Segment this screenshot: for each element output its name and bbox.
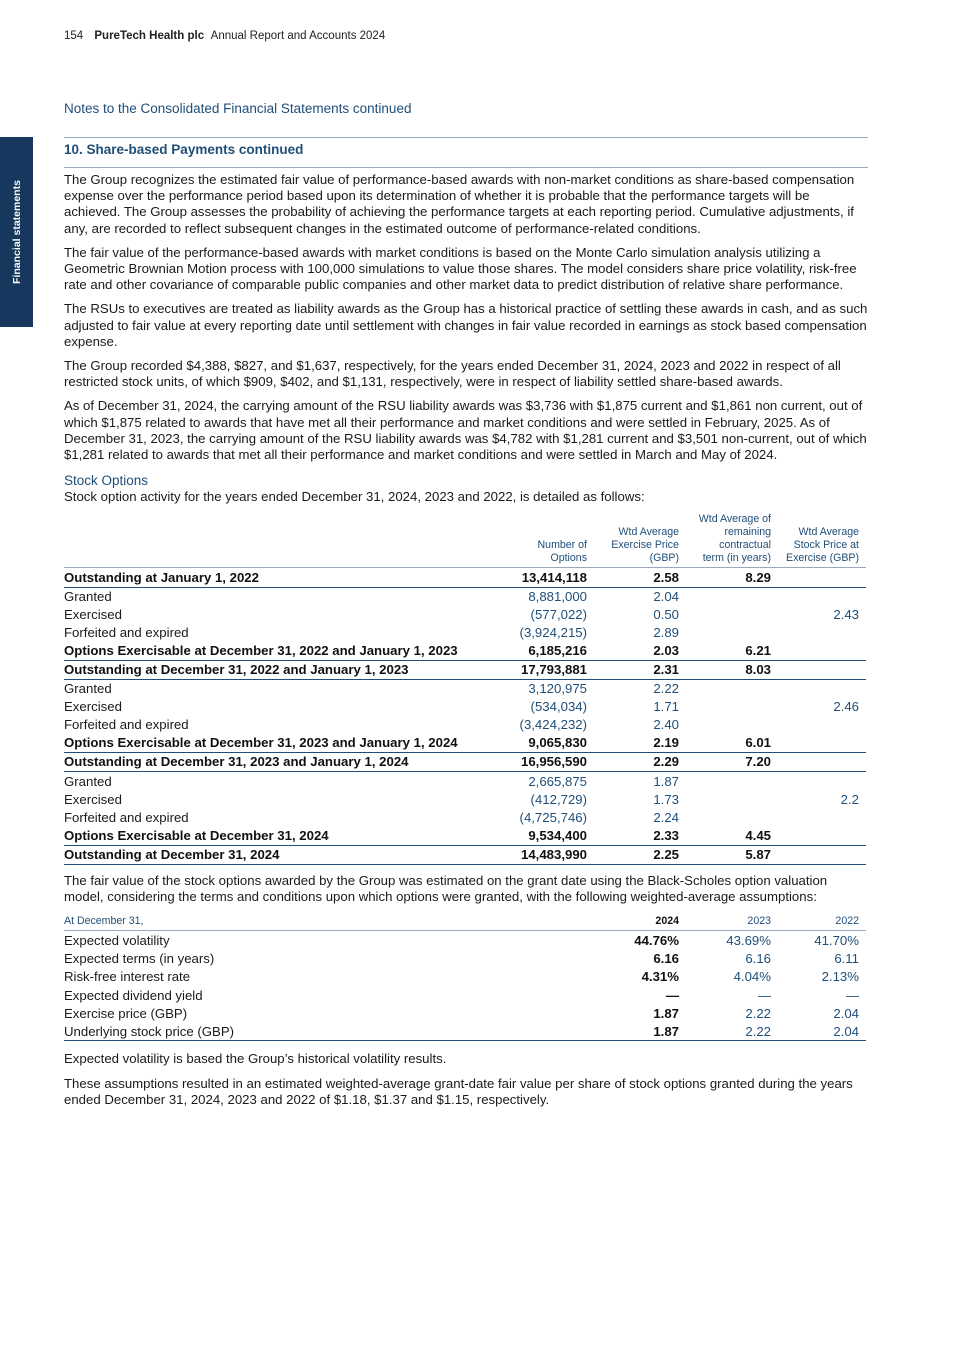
closing-paragraph: Expected volatility is based the Group’s historical volatility results. (64, 1051, 447, 1067)
table-row: Exercised (412,729) 1.73 2.2 (64, 791, 859, 807)
section-side-tab (0, 137, 33, 327)
paragraph: The Group recorded $4,388, $827, and $1,637, respectively, for the years ended December 31, 2024, 2023 and 2022 in respect of all restricted stock units, of which $909, $402, and $1,131, respectively, were in respect of liability settled share-based awards. (64, 358, 841, 390)
header-number-of-options: Number of Options (494, 513, 594, 568)
table-row: Outstanding at January 1, 2022 13,414,118 2.58 8.29 (64, 568, 866, 587)
header-year-2023: 2023 (686, 915, 778, 931)
table-row: Exercised (577,022) 0.50 2.43 (64, 606, 859, 622)
page-header (64, 30, 385, 42)
table-row: Outstanding at December 31, 2023 and January 1, 2024 16,956,590 2.29 7.20 (64, 753, 866, 772)
table-row: Options Exercisable at December 31, 2023 and January 1, 2024 9,065,830 2.19 6.01 (64, 734, 866, 753)
table-header-row (64, 915, 866, 931)
header-year-2022: 2022 (778, 915, 866, 931)
closing-paragraph: These assumptions resulted in an estimated weighted-average grant-date fair value per share of stock options granted during the years ended December 31, 2024, 2023 and 2022 of $1.18, $1.37 and $1.15, respectively. (64, 1075, 853, 1107)
report-name: Annual Report and Accounts 2024 (210, 30, 386, 42)
table-row: Granted 2,665,875 1.87 (64, 773, 679, 789)
table-row: Forfeited and expired (3,924,215) 2.89 (64, 624, 679, 640)
section-title: 10. Share-based Payments continued (64, 137, 868, 168)
stock-options-table (64, 513, 866, 865)
header-exercise-price: Wtd Average Exercise Price (GBP) (594, 513, 686, 568)
header-blank (64, 513, 494, 568)
table-row: Forfeited and expired (4,725,746) 2.24 (64, 809, 679, 825)
table-row: Risk-free interest rate 4.31% 4.04% 2.13% (64, 969, 859, 985)
table-row: Underlying stock price (GBP) 1.87 2.22 2.04 (64, 1022, 866, 1041)
page-number: 154 (64, 30, 84, 42)
assumptions-table (64, 915, 866, 1041)
table-row: Outstanding at December 31, 2022 and January 1, 2023 17,793,881 2.31 8.03 (64, 660, 866, 679)
notes-title: Notes to the Consolidated Financial Statements continued (64, 101, 412, 116)
table-row: Options Exercisable at December 31, 2024 9,534,400 2.33 4.45 (64, 827, 866, 846)
table-row: Exercise price (GBP) 1.87 2.22 2.04 (64, 1005, 859, 1021)
paragraph: As of December 31, 2024, the carrying amount of the RSU liability awards was $3,736 with $1,875 current and $1,861 non current, out of which $1,875 related to awards that have met all their performance and market conditions and were settled in February, 2025. As of December 31, 2023, the carrying amount of the RSU liability awards was $4,782 with $1,281 current and $3,501 non-current, out of which $1,281 related to awards that met all their performance and market conditions and were settled in March and May of 2024. (64, 398, 867, 463)
table-row: Exercised (534,034) 1.71 2.46 (64, 699, 859, 715)
table-header-row (64, 513, 866, 568)
stock-options-heading: Stock Options (64, 473, 149, 489)
header-year-2024: 2024 (594, 915, 686, 931)
paragraph: The fair value of the performance-based awards with market conditions is based on the Monte Carlo simulation analysis utilizing a Geometric Brownian Motion process with 100,000 simulations to value those shares. The model considers share price volatility, risk-free rate and other covariance of comparable public companies and other market data to predict distribution of relative share performance. (64, 244, 857, 293)
header-stock-price: Wtd Average Stock Price at Exercise (GBP) (778, 513, 866, 568)
page-content (64, 172, 868, 1116)
fair-value-intro: The fair value of the stock options awarded by the Group was estimated on the grant date using the Black-Scholes option valuation model, considering the terms and conditions upon which options were granted, with the following weighted-average assumptions: (64, 872, 828, 905)
paragraph: The Group recognizes the estimated fair value of performance-based awards with non-market conditions as share-based compensation expense over the performance period based upon its determination of whether it is probable that the performance targets will be achieved. The Group assesses the probability of achieving the performance targets at each reporting period. Cumulative adjustments, if any, are recorded to reflect subsequent changes in the estimated outcome of performance-related conditions. (64, 172, 855, 236)
stock-options-intro: Stock option activity for the years ended December 31, 2024, 2023 and 2022, is detailed as follows: (64, 489, 645, 505)
table-row: Options Exercisable at December 31, 2022 and January 1, 2023 6,185,216 2.03 6.21 (64, 642, 866, 661)
table-row: Granted 3,120,975 2.22 (64, 681, 679, 697)
header-at-date: At December 31, (64, 915, 594, 931)
header-remaining-term: Wtd Average of remaining contractual term (in years) (686, 513, 778, 568)
table-row: Outstanding at December 31, 2024 14,483,990 2.25 5.87 (64, 845, 866, 864)
table-row: Forfeited and expired (3,424,232) 2.40 (64, 717, 679, 733)
table-row: Expected volatility 44.76% 43.69% 41.70% (64, 932, 859, 948)
table-row: Granted 8,881,000 2.04 (64, 588, 679, 604)
company-name: PureTech Health plc (94, 30, 205, 42)
paragraph: The RSUs to executives are treated as liability awards as the Group has a historical practice of settling these awards in cash, and as such adjusted to fair value at every reporting date until settlement with changes in fair value recorded in earnings as stock based compensation expense. (64, 301, 868, 349)
side-tab-label: Financial statements (10, 180, 23, 284)
table-row: Expected dividend yield — — — (64, 987, 859, 1003)
table-row: Expected terms (in years) 6.16 6.16 6.11 (64, 951, 859, 967)
